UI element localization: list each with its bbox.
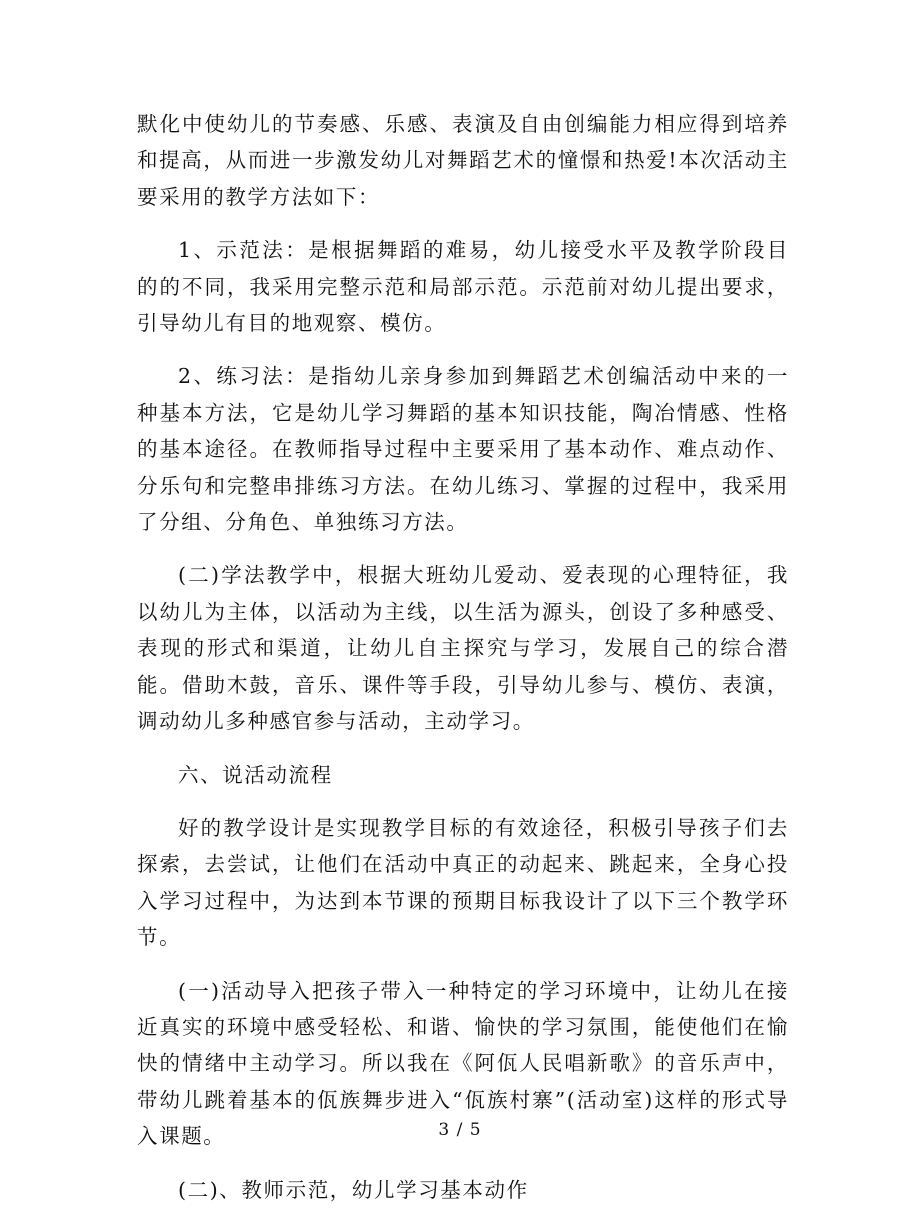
section-heading-activity-flow: 六、说活动流程 [178, 762, 333, 787]
paragraph-teaching-methods-intro: 默化中使幼儿的节奏感、乐感、表演及自由创编能力相应得到培养和提高，从而进一步激发幼儿对舞蹈艺术的憧憬和热爱!本次活动主要采用的教学方法如下： [137, 112, 789, 209]
paragraph-teacher-demonstration: (二)、教师示范，幼儿学习基本动作 [178, 1177, 529, 1202]
paragraph-demonstration-method: 1、示范法：是根据舞蹈的难易，幼儿接受水平及教学阶段目的的不同，我采用完整示范和局部示范。示范前对幼儿提出要求，引导幼儿有目的地观察、模仿。 [137, 238, 789, 336]
paragraph-practice-method: 2、练习法：是指幼儿亲身参加到舞蹈艺术创编活动中来的一种基本方法，它是幼儿学习舞蹈的基本知识技能，陶冶情感、性格的基本途径。在教师指导过程中主要采用了基本动作、难点动作、分乐句和完整串排练习方法。在幼儿练习、掌握的过程中，我采用了分组、分角色、单独练习方法。 [137, 364, 789, 535]
paragraph-activity-introduction: (一)活动导入把孩子带入一种特定的学习环境中，让幼儿在接近真实的环境中感受轻松、和谐、愉快的学习氛围，能使他们在愉快的情绪中主动学习。所以我在《阿佤人民唱新歌》的音乐声中，带幼儿跳着基本的佤族舞步进入“佤族村寨”(活动室)这样的形式导入课题。 [137, 978, 789, 1149]
paragraph-teaching-design: 好的教学设计是实现教学目标的有效途径，积极引导孩子们去探索，去尝试，让他们在活动中真正的动起来、跳起来，全身心投入学习过程中，为达到本节课的预期目标我设计了以下三个教学环节。 [137, 815, 789, 950]
document-body [137, 106, 789, 1225]
paragraph-learning-method: (二)学法教学中，根据大班幼儿爱动、爱表现的心理特征，我以幼儿为主体，以活动为主线，以生活为源头，创设了多种感受、表现的形式和渠道，让幼儿自主探究与学习，发展自己的综合潜能。借助木鼓，音乐、课件等手段，引导幼儿参与、模仿、表演，调动幼儿多种感官参与活动，主动学习。 [137, 563, 789, 734]
page-number: 3 / 5 [438, 1120, 482, 1140]
